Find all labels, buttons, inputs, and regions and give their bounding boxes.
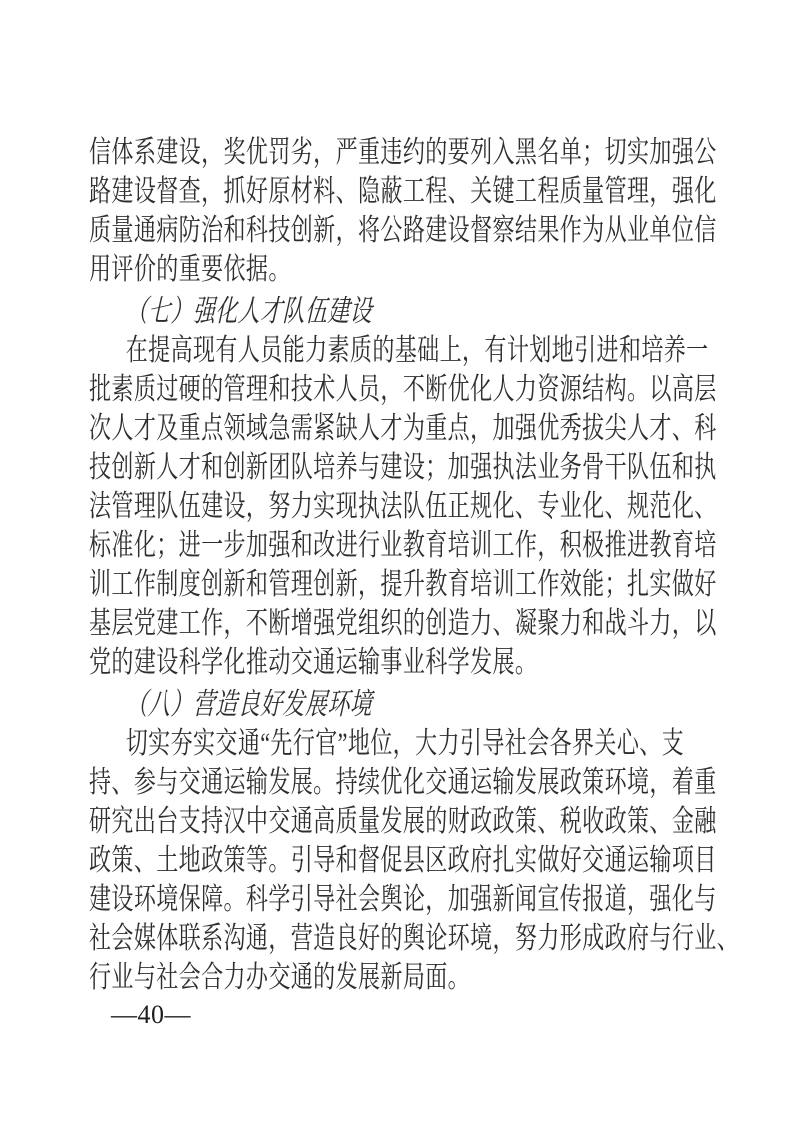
body-text-line: 研究出台支持汉中交通高质量发展的财政政策、税收政策、金融	[89, 805, 717, 838]
body-text-line: 建设环境保障。科学引导社会舆论，加强新闻宣传报道，强化与	[89, 883, 717, 916]
body-text-line: 法管理队伍建设，努力实现执法队伍正规化、专业化、规范化、	[89, 490, 717, 523]
body-text-line: 用评价的重要依据。	[89, 253, 291, 286]
body-text-line: 行业与社会合力办交通的发展新局面。	[89, 961, 471, 994]
body-text-line: 党的建设科学化推动交通运输事业科学发展。	[89, 646, 538, 679]
page-number: —40—	[111, 1000, 191, 1029]
body-text-line: 持、参与交通运输发展。持续优化交通运输发展政策环境，着重	[89, 766, 717, 799]
paragraph-start-line: 切实夯实交通“先行官”地位，大力引导社会各界关心、支	[125, 727, 685, 760]
body-text-line: 基层党建工作，不断增强党组织的创造力、凝聚力和战斗力，以	[89, 607, 717, 640]
section-7-heading: （七）强化人才队伍建设	[125, 295, 373, 328]
body-text-line: 质量通病防治和科技创新，将公路建设督察结果作为从业单位信	[89, 214, 717, 247]
body-text-line: 社会媒体联系沟通，营造良好的舆论环境，努力形成政府与行业、	[89, 922, 740, 955]
paragraph-start-line: 在提高现有人员能力素质的基础上，有计划地引进和培养一	[125, 334, 709, 367]
body-text-line: 路建设督查，抓好原材料、隐蔽工程、关键工程质量管理，强化	[89, 175, 717, 208]
body-text-line: 批素质过硬的管理和技术人员，不断优化人力资源结构。以高层	[89, 373, 717, 406]
document-body	[89, 133, 789, 997]
body-text-line: 训工作制度创新和管理创新，提升教育培训工作效能；扎实做好	[89, 568, 717, 601]
body-text-line: 信体系建设，奖优罚劣，严重违约的要列入黑名单；切实加强公	[89, 136, 717, 169]
body-text-line: 政策、土地政策等。引导和督促县区政府扎实做好交通运输项目	[89, 844, 717, 877]
body-text-line: 技创新人才和创新团队培养与建设；加强执法业务骨干队伍和执	[89, 451, 717, 484]
body-text-line: 标准化；进一步加强和改进行业教育培训工作，积极推进教育培	[89, 529, 717, 562]
section-8-heading: （八）营造良好发展环境	[125, 688, 373, 721]
body-text-line: 次人才及重点领域急需紧缺人才为重点，加强优秀拔尖人才、科	[89, 412, 717, 445]
